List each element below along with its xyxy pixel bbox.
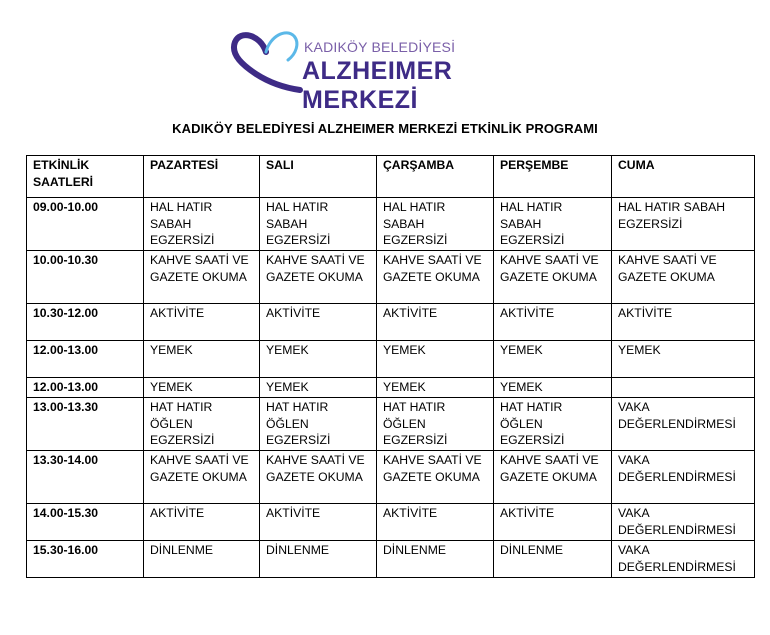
table-row [27, 398, 755, 451]
activity-cell: YEMEK [494, 378, 612, 398]
activity-cell: VAKA DEĞERLENDİRMESİ [612, 451, 755, 504]
activity-cell: AKTİVİTE [144, 504, 260, 541]
activity-cell: AKTİVİTE [144, 304, 260, 341]
header-cell: SALI [260, 156, 377, 198]
activity-cell: HAL HATIR SABAH EGZERSİZİ [260, 198, 377, 251]
activity-cell: KAHVE SAATİ VE GAZETE OKUMA [494, 451, 612, 504]
time-cell: 12.00-13.00 [27, 341, 144, 378]
activity-cell: HAL HATIR SABAH EGZERSİZİ [144, 198, 260, 251]
activity-cell: HAT HATIR ÖĞLEN EGZERSİZİ [494, 398, 612, 451]
activity-cell: KAHVE SAATİ VE GAZETE OKUMA [377, 451, 494, 504]
schedule-table [26, 155, 755, 578]
activity-cell: YEMEK [494, 341, 612, 378]
activity-cell: DİNLENME [377, 541, 494, 578]
table-row [27, 198, 755, 251]
activity-cell: HAL HATIR SABAH EGZERSİZİ [612, 198, 755, 251]
activity-cell: YEMEK [144, 341, 260, 378]
table-row [27, 451, 755, 504]
activity-cell: DİNLENME [260, 541, 377, 578]
activity-cell: HAT HATIR ÖĞLEN EGZERSİZİ [377, 398, 494, 451]
table-row [27, 251, 755, 304]
activity-cell: YEMEK [260, 341, 377, 378]
time-cell: 10.30-12.00 [27, 304, 144, 341]
table-row [27, 304, 755, 341]
activity-cell: KAHVE SAATİ VE GAZETE OKUMA [612, 251, 755, 304]
header-cell: PERŞEMBE [494, 156, 612, 198]
activity-cell: YEMEK [260, 378, 377, 398]
heart-logo-icon [226, 22, 306, 96]
activity-cell: AKTİVİTE [260, 504, 377, 541]
activity-cell: YEMEK [377, 378, 494, 398]
activity-cell: KAHVE SAATİ VE GAZETE OKUMA [144, 251, 260, 304]
activity-cell: HAL HATIR SABAH EGZERSİZİ [377, 198, 494, 251]
time-cell: 14.00-15.30 [27, 504, 144, 541]
activity-cell [612, 378, 755, 398]
activity-cell: HAT HATIR ÖĞLEN EGZERSİZİ [144, 398, 260, 451]
logo-subtitle: KADIKÖY BELEDİYESİ [304, 39, 456, 55]
activity-cell: YEMEK [377, 341, 494, 378]
activity-cell: HAL HATIR SABAH EGZERSİZİ [494, 198, 612, 251]
time-cell: 13.00-13.30 [27, 398, 144, 451]
activity-cell: AKTİVİTE [377, 304, 494, 341]
activity-cell: YEMEK [612, 341, 755, 378]
header-cell: ÇARŞAMBA [377, 156, 494, 198]
header-cell: PAZARTESİ [144, 156, 260, 198]
time-cell: 12.00-13.00 [27, 378, 144, 398]
table-row [27, 341, 755, 378]
activity-cell: YEMEK [144, 378, 260, 398]
activity-cell: KAHVE SAATİ VE GAZETE OKUMA [260, 451, 377, 504]
time-cell: 10.00-10.30 [27, 251, 144, 304]
activity-cell: AKTİVİTE [377, 504, 494, 541]
activity-cell: AKTİVİTE [612, 304, 755, 341]
time-cell: 09.00-10.00 [27, 198, 144, 251]
table-header-row [27, 156, 755, 198]
table-row [27, 504, 755, 541]
table-row [27, 378, 755, 398]
activity-cell: KAHVE SAATİ VE GAZETE OKUMA [377, 251, 494, 304]
table-row [27, 541, 755, 578]
header-cell: CUMA [612, 156, 755, 198]
activity-cell: HAT HATIR ÖĞLEN EGZERSİZİ [260, 398, 377, 451]
header-cell: ETKİNLİK SAATLERİ [27, 156, 144, 198]
activity-cell: VAKA DEĞERLENDİRMESİ [612, 504, 755, 541]
activity-cell: KAHVE SAATİ VE GAZETE OKUMA [260, 251, 377, 304]
activity-cell: KAHVE SAATİ VE GAZETE OKUMA [144, 451, 260, 504]
activity-cell: KAHVE SAATİ VE GAZETE OKUMA [494, 251, 612, 304]
activity-cell: DİNLENME [494, 541, 612, 578]
activity-cell: AKTİVİTE [494, 504, 612, 541]
logo [226, 22, 566, 114]
page-title: KADIKÖY BELEDİYESİ ALZHEIMER MERKEZİ ETKİNLİK PROGRAMI [172, 121, 598, 136]
activity-cell: DİNLENME [144, 541, 260, 578]
time-cell: 13.30-14.00 [27, 451, 144, 504]
activity-cell: VAKA DEĞERLENDİRMESİ [612, 398, 755, 451]
logo-title: ALZHEIMER MERKEZİ [302, 57, 453, 114]
activity-cell: AKTİVİTE [494, 304, 612, 341]
time-cell: 15.30-16.00 [27, 541, 144, 578]
activity-cell: AKTİVİTE [260, 304, 377, 341]
activity-cell: VAKA DEĞERLENDİRMESİ [612, 541, 755, 578]
